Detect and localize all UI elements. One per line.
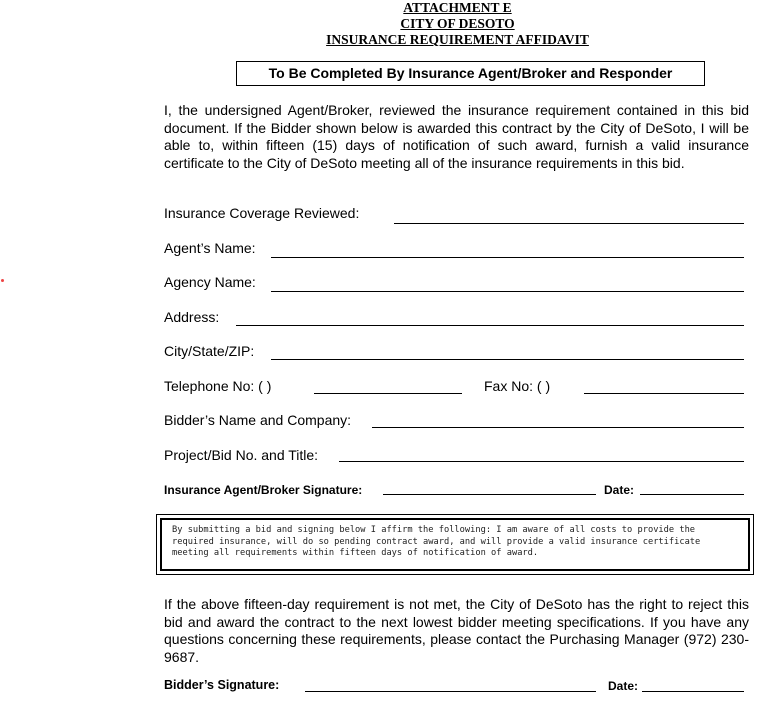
city-heading: CITY OF DESOTO <box>400 16 515 31</box>
agency-name-line[interactable] <box>271 291 744 292</box>
stray-mark <box>1 279 4 282</box>
intro-paragraph: I, the undersigned Agent/Broker, reviewed the insurance requirement contained in this bid document. If the Bidder shown below is awarded this contract by the City of DeSoto, I will be able to, within fifteen (15) days of notification of such award, furnish a valid insurance certificate to the City of DeSoto meeting all of the insurance requirements in this bid. <box>164 102 749 171</box>
agent-signature-line[interactable] <box>383 494 596 495</box>
coverage-label: Insurance Coverage Reviewed: <box>164 205 360 221</box>
bidder-name-company-label: Bidder’s Name and Company: <box>164 412 352 428</box>
fax-label: Fax No: ( ) <box>484 378 551 394</box>
bidder-signature-label: Bidder’s Signature: <box>164 678 280 692</box>
attachment-heading: ATTACHMENT E <box>403 0 512 15</box>
coverage-line[interactable] <box>394 223 744 224</box>
telephone-line[interactable] <box>314 393 462 394</box>
city-state-zip-label: City/State/ZIP: <box>164 343 255 359</box>
agent-date-label: Date: <box>604 483 635 497</box>
project-bid-line[interactable] <box>339 461 744 462</box>
project-bid-label: Project/Bid No. and Title: <box>164 447 319 463</box>
affirmation-text: By submitting a bid and signing below I affirm the following: I am aware of all costs to provide the required insurance, will do so pending contract award, and will provide a valid insurance certificate meeting all requirements within fifteen days of notification of award. <box>160 518 750 571</box>
affidavit-heading: INSURANCE REQUIREMENT AFFIDAVIT <box>326 32 589 47</box>
bidder-signature-line[interactable] <box>305 691 596 692</box>
section-title-box: To Be Completed By Insurance Agent/Broker and Responder <box>236 61 705 86</box>
telephone-label: Telephone No: ( ) <box>164 378 272 394</box>
agent-signature-label: Insurance Agent/Broker Signature: <box>164 483 363 497</box>
fax-line[interactable] <box>584 393 744 394</box>
agent-date-line[interactable] <box>640 494 744 495</box>
bidder-name-company-line[interactable] <box>372 427 744 428</box>
address-line[interactable] <box>236 325 744 326</box>
bidder-date-line[interactable] <box>642 691 744 692</box>
bidder-date-label: Date: <box>608 679 639 693</box>
address-label: Address: <box>164 309 220 325</box>
affirmation-box <box>156 514 754 575</box>
agent-name-line[interactable] <box>271 257 744 258</box>
agency-name-label: Agency Name: <box>164 274 256 290</box>
agent-name-label: Agent’s Name: <box>164 240 256 256</box>
closing-paragraph: If the above fifteen-day requirement is not met, the City of DeSoto has the right to reject this bid and award the contract to the next lowest bidder meeting specifications. If you have any questions concerning these requirements, please contact the Purchasing Manager (972) 230-9687. <box>164 596 749 665</box>
city-state-zip-line[interactable] <box>271 359 744 360</box>
